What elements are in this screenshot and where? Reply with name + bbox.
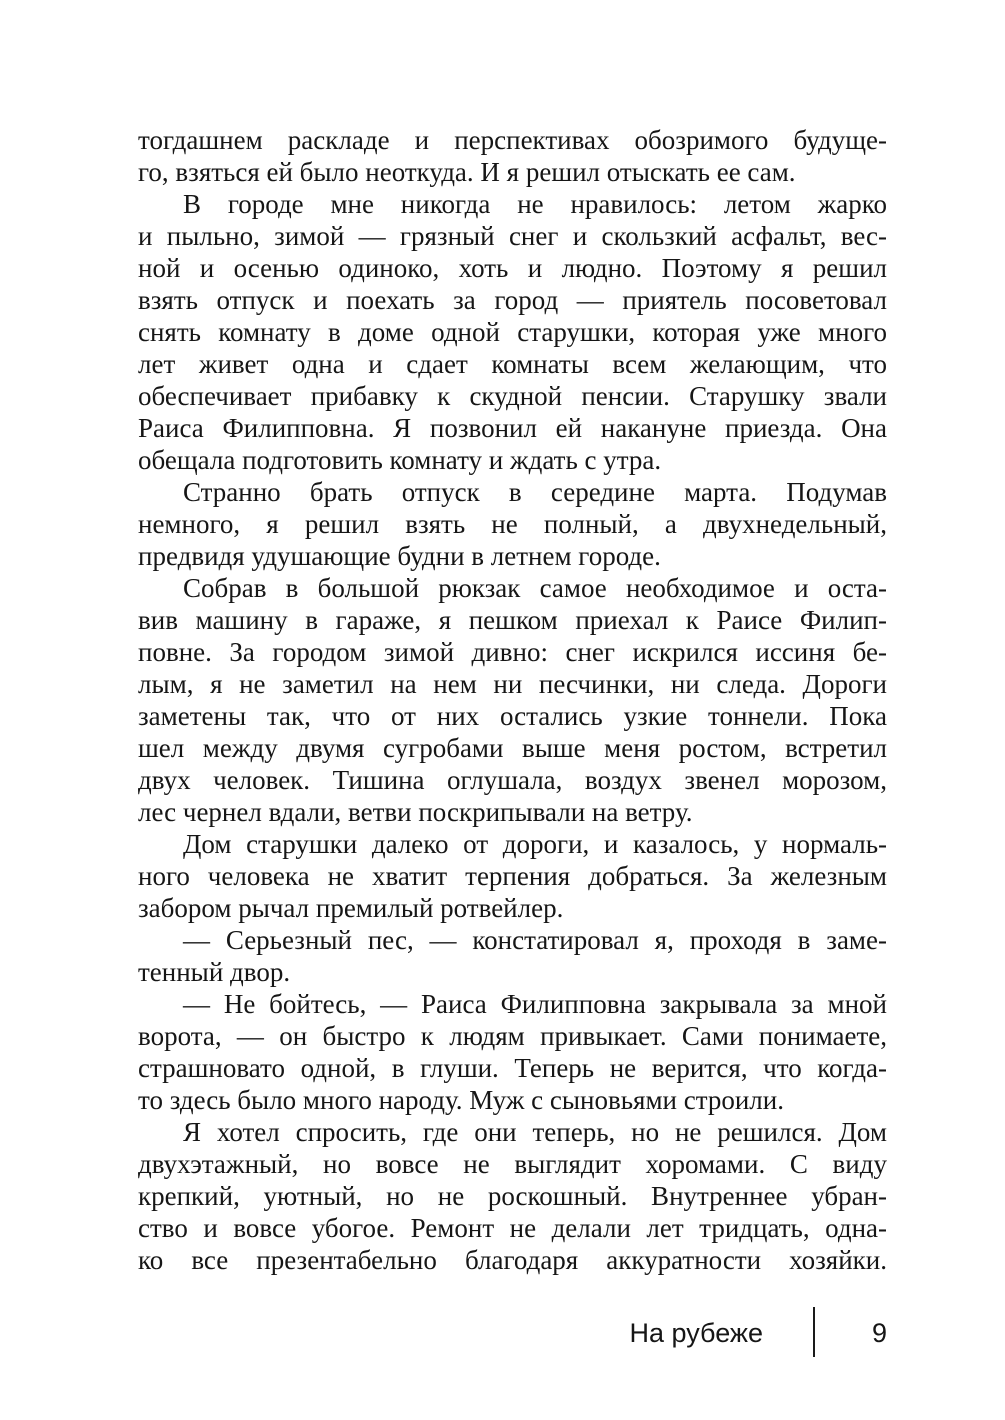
text-line: Я хотел спросить, где они теперь, но не решился. Дом (183, 1117, 887, 1147)
text-line: двух человек. Тишина оглушала, воздух звенел морозом, (138, 765, 887, 795)
footer-divider-line (813, 1307, 815, 1357)
text-line: В городе мне никогда не нравилось: летом жарко (183, 189, 887, 219)
page-number: 9 (871, 1318, 887, 1348)
running-title: На рубеже (629, 1318, 763, 1348)
text-line: крепкий, уютный, но не роскошный. Внутреннее убран- (138, 1181, 887, 1211)
text-line: ного человека не хватит терпения добраться. За железным (138, 861, 887, 891)
text-line: заметены так, что от них остались узкие тоннели. Пока (138, 701, 887, 731)
text-line: забором рычал премилый ротвейлер. (138, 893, 564, 923)
text-line: го, взяться ей было неоткуда. И я решил отыскать ее сам. (138, 157, 796, 187)
text-line: обещала подготовить комнату и ждать с утра. (138, 445, 662, 475)
text-line: Дом старушки далеко от дороги, и казалось, у нормаль- (183, 829, 887, 859)
text-line: тенный двор. (138, 957, 291, 987)
text-line: немного, я решил взять не полный, а двухнедельный, (138, 509, 887, 539)
text-line: — Не бойтесь, — Раиса Филипповна закрывала за мной (183, 989, 887, 1019)
text-line: двухэтажный, но вовсе не выглядит хоромами. С виду (138, 1149, 887, 1179)
text-line: взять отпуск и поехать за город — приятель посоветовал (138, 285, 887, 315)
text-line: страшновато одной, в глуши. Теперь не верится, что когда- (138, 1053, 887, 1083)
text-line: лет живет одна и сдает комнаты всем желающим, что (138, 349, 887, 379)
page-footer (138, 1300, 887, 1370)
text-line: Странно брать отпуск в середине марта. Подумав (183, 477, 887, 507)
text-line: снять комнату в доме одной старушки, которая уже много (138, 317, 887, 347)
text-line: ворота, — он быстро к людям привыкает. Сами понимаете, (138, 1021, 887, 1051)
text-line: повне. За городом зимой дивно: снег искрился иссиня бе- (138, 637, 887, 667)
text-line: Собрав в большой рюкзак самое необходимое и оста- (183, 573, 887, 603)
page-body (138, 124, 887, 1276)
text-line: вив машину в гараже, я пешком приехал к Раисе Филип- (138, 605, 887, 635)
text-line: обеспечивает прибавку к скудной пенсии. Старушку звали (138, 381, 887, 411)
text-line: лым, я не заметил на нем ни песчинки, ни следа. Дороги (138, 669, 887, 699)
text-line: Раиса Филипповна. Я позвонил ей накануне приезда. Она (138, 413, 887, 443)
text-line: тогдашнем раскладе и перспективах обозримого будуще- (138, 125, 887, 155)
text-line: лес чернел вдали, ветви поскрипывали на ветру. (138, 797, 693, 827)
text-line: шел между двумя сугробами выше меня ростом, встретил (138, 733, 887, 763)
text-line: и пыльно, зимой — грязный снег и скользкий асфальт, вес- (138, 221, 887, 251)
text-line: ство и вовсе убогое. Ремонт не делали лет тридцать, одна- (138, 1213, 887, 1243)
text-line: ной и осенью одиноко, хоть и людно. Поэтому я решил (138, 253, 887, 283)
text-line: то здесь было много народу. Муж с сыновьями строили. (138, 1085, 784, 1115)
text-line: предвидя удушающие будни в летнем городе. (138, 541, 661, 571)
text-line: — Серьезный пес, — констатировал я, проходя в заме- (183, 925, 887, 955)
text-line: ко все презентабельно благодаря аккуратности хозяйки. (138, 1245, 887, 1275)
